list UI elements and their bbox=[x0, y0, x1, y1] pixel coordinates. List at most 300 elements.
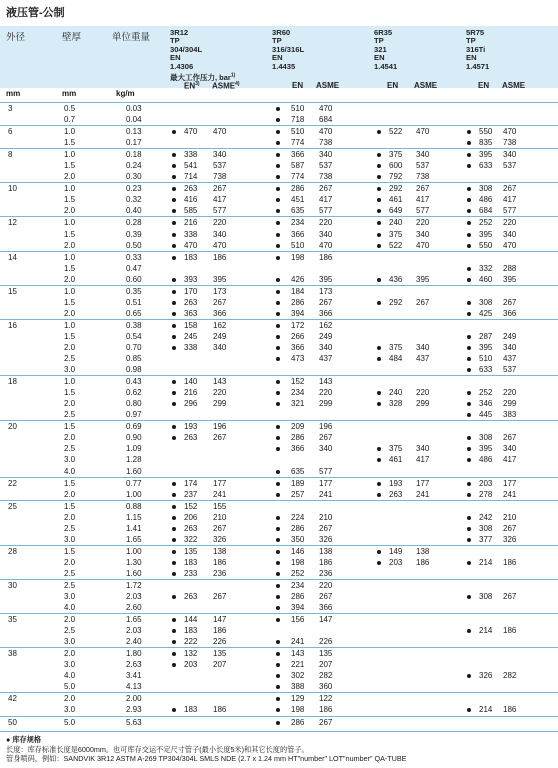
col-en-5r75: EN bbox=[478, 81, 490, 90]
stock-dot-icon bbox=[276, 606, 280, 610]
cell-weight: 0.85 bbox=[126, 354, 142, 364]
cell-asme: 340 bbox=[503, 229, 517, 239]
cell-weight: 0.51 bbox=[126, 297, 142, 307]
stock-dot-icon bbox=[276, 482, 280, 486]
cell-weight: 2.40 bbox=[126, 637, 142, 647]
cell-weight: 0.65 bbox=[126, 308, 142, 318]
cell-en: 189 bbox=[291, 478, 305, 488]
cell-od: 8 bbox=[8, 150, 13, 160]
cell-en: 140 bbox=[184, 377, 198, 387]
stock-dot-icon bbox=[276, 278, 280, 282]
stock-dot-icon bbox=[172, 708, 176, 712]
cell-asme: 135 bbox=[319, 649, 333, 659]
stock-dot-icon bbox=[276, 550, 280, 554]
stock-dot-icon bbox=[377, 187, 381, 191]
cell-wall: 1.0 bbox=[64, 127, 76, 137]
cell-en: 135 bbox=[184, 546, 198, 556]
cell-asme: 340 bbox=[319, 229, 333, 239]
cell-od: 50 bbox=[8, 717, 17, 727]
cell-asme: 395 bbox=[503, 274, 517, 284]
stock-dot-icon bbox=[467, 164, 471, 168]
cell-weight: 0.32 bbox=[126, 195, 142, 205]
col-asme-6r35: ASME bbox=[414, 81, 438, 90]
cell-asme: 147 bbox=[319, 615, 333, 625]
table-row bbox=[0, 443, 558, 454]
cell-weight: 0.39 bbox=[126, 229, 142, 239]
cell-en: 328 bbox=[389, 399, 403, 409]
stock-dot-icon bbox=[377, 447, 381, 451]
cell-en: 585 bbox=[184, 206, 198, 216]
cell-en: 416 bbox=[184, 195, 198, 205]
cell-en: 425 bbox=[479, 308, 493, 318]
cell-od: 3 bbox=[8, 104, 13, 113]
cell-asme: 340 bbox=[416, 444, 430, 454]
stock-dot-icon bbox=[276, 380, 280, 384]
stock-dot-icon bbox=[172, 629, 176, 633]
cell-en: 302 bbox=[291, 671, 305, 681]
cell-wall: 2.0 bbox=[64, 206, 76, 216]
table-row bbox=[0, 409, 558, 420]
table-row bbox=[0, 489, 558, 500]
stock-dot-icon bbox=[276, 290, 280, 294]
cell-en: 366 bbox=[291, 342, 305, 352]
header-wall: 壁厚 bbox=[62, 32, 82, 43]
stock-dot-icon bbox=[276, 301, 280, 305]
stock-dot-icon bbox=[467, 538, 471, 542]
stock-dot-icon bbox=[377, 153, 381, 157]
cell-wall: 2.0 bbox=[64, 342, 76, 352]
cell-weight: 0.18 bbox=[126, 150, 142, 160]
stock-dot-icon bbox=[276, 697, 280, 701]
cell-weight: 1.72 bbox=[126, 580, 142, 590]
cell-asme: 220 bbox=[416, 218, 430, 228]
stock-dot-icon bbox=[467, 516, 471, 520]
stock-dot-icon bbox=[276, 324, 280, 328]
cell-en: 510 bbox=[291, 240, 305, 250]
cell-en: 143 bbox=[291, 649, 305, 659]
od-group bbox=[0, 319, 558, 375]
grade-3r60: 3R60 TP 316/316L EN 1.4435 bbox=[272, 28, 305, 71]
stock-dot-icon bbox=[276, 618, 280, 622]
cell-asme: 267 bbox=[319, 184, 333, 194]
cell-wall: 2.0 bbox=[64, 274, 76, 284]
stock-dot-icon bbox=[377, 493, 381, 497]
stock-dot-icon bbox=[377, 175, 381, 179]
cell-en: 308 bbox=[479, 523, 493, 533]
table-row bbox=[0, 432, 558, 443]
cell-weight: 5.63 bbox=[126, 717, 142, 727]
cell-asme: 249 bbox=[213, 331, 227, 341]
cell-asme: 220 bbox=[213, 218, 227, 228]
cell-asme: 220 bbox=[319, 218, 333, 228]
cell-asme: 340 bbox=[213, 150, 227, 160]
cell-en: 461 bbox=[389, 195, 403, 205]
cell-wall: 2.5 bbox=[64, 626, 76, 636]
cell-en: 286 bbox=[291, 297, 305, 307]
cell-asme: 135 bbox=[213, 649, 227, 659]
cell-asme: 577 bbox=[319, 206, 333, 216]
cell-en: 308 bbox=[479, 184, 493, 194]
cell-weight: 1.00 bbox=[126, 489, 142, 499]
cell-asme: 196 bbox=[213, 422, 227, 432]
cell-asme: 177 bbox=[503, 478, 517, 488]
cell-en: 183 bbox=[184, 252, 198, 262]
cell-asme: 267 bbox=[503, 592, 517, 602]
cell-asme: 186 bbox=[503, 557, 517, 567]
cell-en: 350 bbox=[291, 534, 305, 544]
cell-wall: 1.5 bbox=[64, 138, 76, 148]
cell-en: 286 bbox=[291, 523, 305, 533]
stock-dot-icon bbox=[467, 436, 471, 440]
cell-en: 203 bbox=[389, 557, 403, 567]
table-row bbox=[0, 387, 558, 398]
cell-en: 522 bbox=[389, 127, 403, 137]
cell-wall: 5.0 bbox=[64, 682, 76, 692]
od-group bbox=[0, 613, 558, 647]
cell-asme: 143 bbox=[319, 377, 333, 387]
cell-asme: 417 bbox=[416, 455, 430, 465]
cell-asme: 220 bbox=[319, 388, 333, 398]
cell-asme: 267 bbox=[319, 433, 333, 443]
cell-asme: 738 bbox=[416, 172, 430, 182]
stock-dot-icon bbox=[276, 391, 280, 395]
unit-weight: kg/m bbox=[116, 89, 135, 98]
cell-weight: 0.47 bbox=[126, 263, 142, 273]
cell-en: 473 bbox=[291, 354, 305, 364]
cell-en: 308 bbox=[479, 433, 493, 443]
cell-asme: 537 bbox=[503, 365, 517, 375]
cell-asme: 288 bbox=[503, 263, 517, 273]
table-row bbox=[0, 546, 558, 557]
stock-dot-icon bbox=[276, 685, 280, 689]
cell-weight: 1.28 bbox=[126, 455, 142, 465]
stock-dot-icon bbox=[467, 198, 471, 202]
table-row bbox=[0, 137, 558, 148]
stock-dot-icon bbox=[172, 595, 176, 599]
cell-en: 234 bbox=[291, 218, 305, 228]
table-bottom-rule bbox=[0, 731, 558, 732]
cell-asme: 138 bbox=[319, 546, 333, 556]
stock-dot-icon bbox=[377, 391, 381, 395]
cell-en: 522 bbox=[389, 240, 403, 250]
cell-weight: 0.43 bbox=[126, 377, 142, 387]
cell-asme: 210 bbox=[503, 512, 517, 522]
table-row bbox=[0, 342, 558, 353]
stock-legend: ● 库存规格 bbox=[6, 735, 42, 744]
od-group bbox=[0, 579, 558, 613]
stock-dot-icon bbox=[172, 538, 176, 542]
cell-asme: 210 bbox=[213, 512, 227, 522]
stock-dot-icon bbox=[467, 301, 471, 305]
stock-dot-icon bbox=[467, 267, 471, 271]
cell-en: 363 bbox=[184, 308, 198, 318]
stock-dot-icon bbox=[172, 335, 176, 339]
cell-weight: 2.93 bbox=[126, 705, 142, 715]
cell-asme: 299 bbox=[213, 399, 227, 409]
cell-en: 170 bbox=[184, 286, 198, 296]
cell-weight: 0.62 bbox=[126, 388, 142, 398]
table-row bbox=[0, 478, 558, 489]
cell-en: 245 bbox=[184, 331, 198, 341]
cell-asme: 340 bbox=[503, 444, 517, 454]
stock-dot-icon bbox=[172, 640, 176, 644]
cell-en: 234 bbox=[291, 580, 305, 590]
cell-en: 451 bbox=[291, 195, 305, 205]
table-row bbox=[0, 286, 558, 297]
stock-dot-icon bbox=[276, 493, 280, 497]
cell-asme: 267 bbox=[213, 297, 227, 307]
stock-dot-icon bbox=[172, 425, 176, 429]
cell-en: 835 bbox=[479, 138, 493, 148]
cell-asme: 186 bbox=[416, 557, 430, 567]
stock-dot-icon bbox=[377, 346, 381, 350]
cell-od: 12 bbox=[8, 218, 17, 228]
cell-weight: 1.65 bbox=[126, 534, 142, 544]
cell-en: 460 bbox=[479, 274, 493, 284]
cell-en: 286 bbox=[291, 592, 305, 602]
cell-en: 214 bbox=[479, 557, 493, 567]
cell-asme: 207 bbox=[213, 660, 227, 670]
cell-asme: 340 bbox=[503, 342, 517, 352]
cell-asme: 249 bbox=[503, 331, 517, 341]
stock-dot-icon bbox=[276, 118, 280, 122]
table-row bbox=[0, 717, 558, 728]
cell-wall: 2.5 bbox=[64, 444, 76, 454]
cell-weight: 1.09 bbox=[126, 444, 142, 454]
stock-dot-icon bbox=[172, 153, 176, 157]
cell-en: 587 bbox=[291, 161, 305, 171]
cell-en: 278 bbox=[479, 489, 493, 499]
stock-dot-icon bbox=[377, 357, 381, 361]
footnotes bbox=[6, 735, 406, 764]
cell-asme: 299 bbox=[503, 399, 517, 409]
cell-asme: 241 bbox=[503, 489, 517, 499]
cell-weight: 0.77 bbox=[126, 478, 142, 488]
table-row bbox=[0, 681, 558, 692]
unit-od: mm bbox=[6, 89, 21, 98]
cell-en: 263 bbox=[184, 184, 198, 194]
stock-dot-icon bbox=[467, 130, 471, 134]
cell-weight: 0.40 bbox=[126, 206, 142, 216]
cell-weight: 0.13 bbox=[126, 127, 142, 137]
stock-dot-icon bbox=[276, 312, 280, 316]
stock-dot-icon bbox=[172, 221, 176, 225]
cell-wall: 2.5 bbox=[64, 568, 76, 578]
stock-dot-icon bbox=[172, 233, 176, 237]
stock-dot-icon bbox=[172, 301, 176, 305]
cell-od: 30 bbox=[8, 580, 17, 590]
cell-en: 338 bbox=[184, 229, 198, 239]
cell-od: 38 bbox=[8, 649, 17, 659]
cell-asme: 220 bbox=[503, 218, 517, 228]
cell-asme: 186 bbox=[503, 626, 517, 636]
cell-en: 393 bbox=[184, 274, 198, 284]
cell-asme: 470 bbox=[319, 240, 333, 250]
cell-asme: 186 bbox=[213, 252, 227, 262]
cell-asme: 226 bbox=[213, 637, 227, 647]
cell-wall: 1.0 bbox=[64, 252, 76, 262]
cell-asme: 236 bbox=[213, 568, 227, 578]
table-row bbox=[0, 114, 558, 125]
stock-dot-icon bbox=[172, 244, 176, 248]
cell-en: 263 bbox=[184, 592, 198, 602]
cell-asme: 417 bbox=[503, 195, 517, 205]
cell-wall: 1.5 bbox=[64, 422, 76, 432]
cell-en: 152 bbox=[291, 377, 305, 387]
stock-dot-icon bbox=[377, 458, 381, 462]
cell-asme: 470 bbox=[416, 127, 430, 137]
cell-asme: 162 bbox=[319, 320, 333, 330]
cell-en: 510 bbox=[479, 354, 493, 364]
cell-en: 550 bbox=[479, 127, 493, 137]
cell-weight: 0.28 bbox=[126, 218, 142, 228]
table-row bbox=[0, 103, 558, 114]
col-en-3r60: EN bbox=[292, 81, 304, 90]
cell-weight: 2.00 bbox=[126, 694, 142, 704]
cell-wall: 2.0 bbox=[64, 694, 76, 704]
stock-dot-icon bbox=[172, 187, 176, 191]
stock-dot-icon bbox=[172, 391, 176, 395]
cell-en: 633 bbox=[479, 365, 493, 375]
table-row bbox=[0, 171, 558, 182]
cell-asme: 186 bbox=[213, 705, 227, 715]
cell-weight: 1.41 bbox=[126, 523, 142, 533]
table-row bbox=[0, 670, 558, 681]
stock-dot-icon bbox=[172, 198, 176, 202]
stock-dot-icon bbox=[276, 402, 280, 406]
stock-dot-icon bbox=[467, 153, 471, 157]
table-row bbox=[0, 704, 558, 715]
cell-wall: 1.0 bbox=[64, 286, 76, 296]
stock-dot-icon bbox=[276, 221, 280, 225]
cell-en: 426 bbox=[291, 274, 305, 284]
cell-en: 263 bbox=[389, 489, 403, 499]
cell-asme: 340 bbox=[213, 229, 227, 239]
cell-en: 541 bbox=[184, 161, 198, 171]
cell-asme: 340 bbox=[213, 342, 227, 352]
od-group bbox=[0, 692, 558, 715]
table-row bbox=[0, 183, 558, 194]
stock-dot-icon bbox=[467, 141, 471, 145]
cell-asme: 470 bbox=[319, 127, 333, 137]
stock-dot-icon bbox=[377, 278, 381, 282]
cell-wall: 2.0 bbox=[64, 649, 76, 659]
cell-en: 203 bbox=[184, 660, 198, 670]
stock-dot-icon bbox=[172, 402, 176, 406]
cell-en: 346 bbox=[479, 399, 493, 409]
stock-dot-icon bbox=[276, 233, 280, 237]
cell-weight: 0.04 bbox=[126, 115, 142, 125]
cell-en: 649 bbox=[389, 206, 403, 216]
table-row bbox=[0, 217, 558, 228]
cell-en: 633 bbox=[479, 161, 493, 171]
cell-weight: 3.41 bbox=[126, 671, 142, 681]
stock-dot-icon bbox=[467, 493, 471, 497]
col-asme-5r75: ASME bbox=[502, 81, 526, 90]
stock-dot-icon bbox=[276, 527, 280, 531]
cell-asme: 437 bbox=[416, 354, 430, 364]
cell-en: 224 bbox=[291, 512, 305, 522]
stock-dot-icon bbox=[467, 233, 471, 237]
cell-asme: 177 bbox=[416, 478, 430, 488]
stock-dot-icon bbox=[467, 447, 471, 451]
cell-asme: 186 bbox=[213, 557, 227, 567]
col-en-3r12: EN$^{3)}$ bbox=[184, 81, 200, 91]
stock-dot-icon bbox=[172, 618, 176, 622]
cell-asme: 220 bbox=[503, 388, 517, 398]
cell-weight: 2.03 bbox=[126, 592, 142, 602]
stock-dot-icon bbox=[467, 413, 471, 417]
table-row bbox=[0, 625, 558, 636]
cell-od: 10 bbox=[8, 184, 17, 194]
cell-wall: 1.5 bbox=[64, 331, 76, 341]
od-group bbox=[0, 148, 558, 182]
table-row bbox=[0, 160, 558, 171]
stock-dot-icon bbox=[172, 436, 176, 440]
stock-dot-icon bbox=[467, 482, 471, 486]
stock-dot-icon bbox=[172, 380, 176, 384]
stock-dot-icon bbox=[467, 391, 471, 395]
cell-asme: 470 bbox=[503, 127, 517, 137]
cell-weight: 0.17 bbox=[126, 138, 142, 148]
stock-dot-icon bbox=[467, 357, 471, 361]
cell-asme: 138 bbox=[416, 546, 430, 556]
cell-en: 394 bbox=[291, 603, 305, 613]
cell-weight: 0.54 bbox=[126, 331, 142, 341]
cell-asme: 186 bbox=[213, 626, 227, 636]
cell-en: 308 bbox=[479, 592, 493, 602]
cell-asme: 577 bbox=[503, 206, 517, 216]
cell-wall: 1.5 bbox=[64, 501, 76, 511]
cell-asme: 537 bbox=[416, 161, 430, 171]
cell-wall: 0.5 bbox=[64, 104, 76, 113]
cell-wall: 2.0 bbox=[64, 489, 76, 499]
cell-en: 172 bbox=[291, 320, 305, 330]
cell-en: 266 bbox=[291, 331, 305, 341]
cell-en: 714 bbox=[184, 172, 198, 182]
cell-en: 222 bbox=[184, 637, 198, 647]
cell-asme: 537 bbox=[213, 161, 227, 171]
stock-dot-icon bbox=[276, 187, 280, 191]
cell-en: 510 bbox=[291, 104, 305, 113]
table-row bbox=[0, 297, 558, 308]
stock-dot-icon bbox=[276, 663, 280, 667]
cell-en: 206 bbox=[184, 512, 198, 522]
cell-weight: 2.03 bbox=[126, 626, 142, 636]
cell-weight: 1.30 bbox=[126, 557, 142, 567]
cell-asme: 267 bbox=[319, 592, 333, 602]
cell-asme: 470 bbox=[416, 240, 430, 250]
cell-asme: 360 bbox=[319, 682, 333, 692]
cell-en: 198 bbox=[291, 252, 305, 262]
cell-asme: 186 bbox=[503, 705, 517, 715]
stock-dot-icon bbox=[377, 209, 381, 213]
cell-en: 203 bbox=[479, 478, 493, 488]
stock-dot-icon bbox=[172, 256, 176, 260]
stock-dot-icon bbox=[276, 436, 280, 440]
stock-dot-icon bbox=[377, 198, 381, 202]
table-row bbox=[0, 274, 558, 285]
stock-dot-icon bbox=[276, 107, 280, 111]
cell-weight: 0.03 bbox=[126, 104, 142, 113]
cell-en: 338 bbox=[184, 150, 198, 160]
stock-dot-icon bbox=[467, 708, 471, 712]
stock-dot-icon bbox=[467, 209, 471, 213]
cell-asme: 267 bbox=[213, 433, 227, 443]
note-marking: 管身喷码，例如：SANDVIK 3R12 ASTM A-269 TP304/304L SMLS NDE (2.7 x 1.24 mm HT"number" LOT"number" QA-TUBE bbox=[6, 754, 407, 763]
table-row bbox=[0, 421, 558, 432]
cell-en: 394 bbox=[291, 308, 305, 318]
